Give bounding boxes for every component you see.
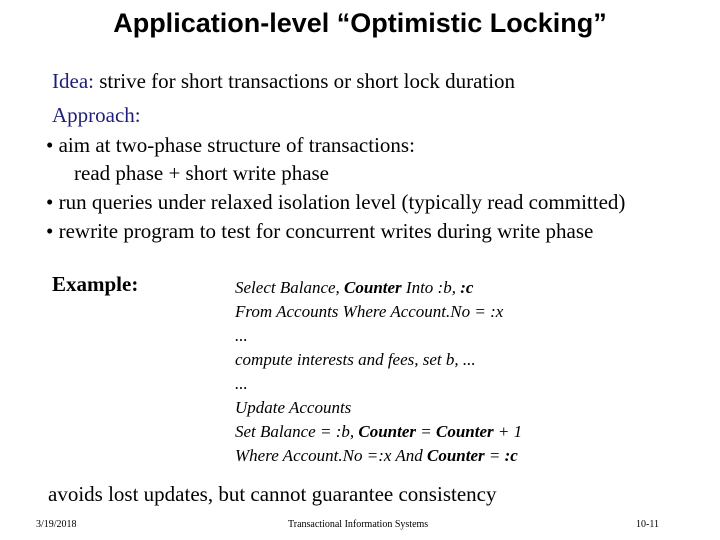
code-line-2: From Accounts Where Account.No = :x <box>235 302 504 321</box>
approach-bullet-1-continued: read phase + short write phase <box>74 161 330 185</box>
footer-course: Transactional Information Systems <box>288 519 429 530</box>
example-label: Example: <box>52 272 139 296</box>
approach-bullet-1: • aim at two-phase structure of transactions: <box>46 133 415 157</box>
code-line-5: ... <box>235 374 248 393</box>
example-code <box>235 276 522 468</box>
idea-line <box>52 68 515 94</box>
code-line-3: ... <box>235 326 248 345</box>
code-line-6: Update Accounts <box>235 398 352 417</box>
code-line-7: Set Balance = :b, Counter = Counter + 1 <box>235 422 523 441</box>
code-line-1: Select Balance, Counter Into :b, :c <box>235 278 474 297</box>
code-line-8: Where Account.No =:x And Counter = :c <box>235 446 518 465</box>
approach-bullet-2: • run queries under relaxed isolation level (typically read committed) <box>46 190 626 214</box>
approach-bullet-3: • rewrite program to test for concurrent writes during write phase <box>46 219 594 243</box>
approach-label: Approach: <box>52 103 141 127</box>
slide-title: Application-level “Optimistic Locking” <box>113 8 607 38</box>
idea-label: Idea: <box>52 69 94 93</box>
idea-text: strive for short transactions or short lock duration <box>93 69 516 93</box>
footer-page-number: 10-11 <box>636 519 659 530</box>
code-line-4: compute interests and fees, set b, ... <box>235 350 476 369</box>
conclusion-text: avoids lost updates, but cannot guarantee consistency <box>48 482 497 506</box>
footer-date: 3/19/2018 <box>36 519 77 530</box>
